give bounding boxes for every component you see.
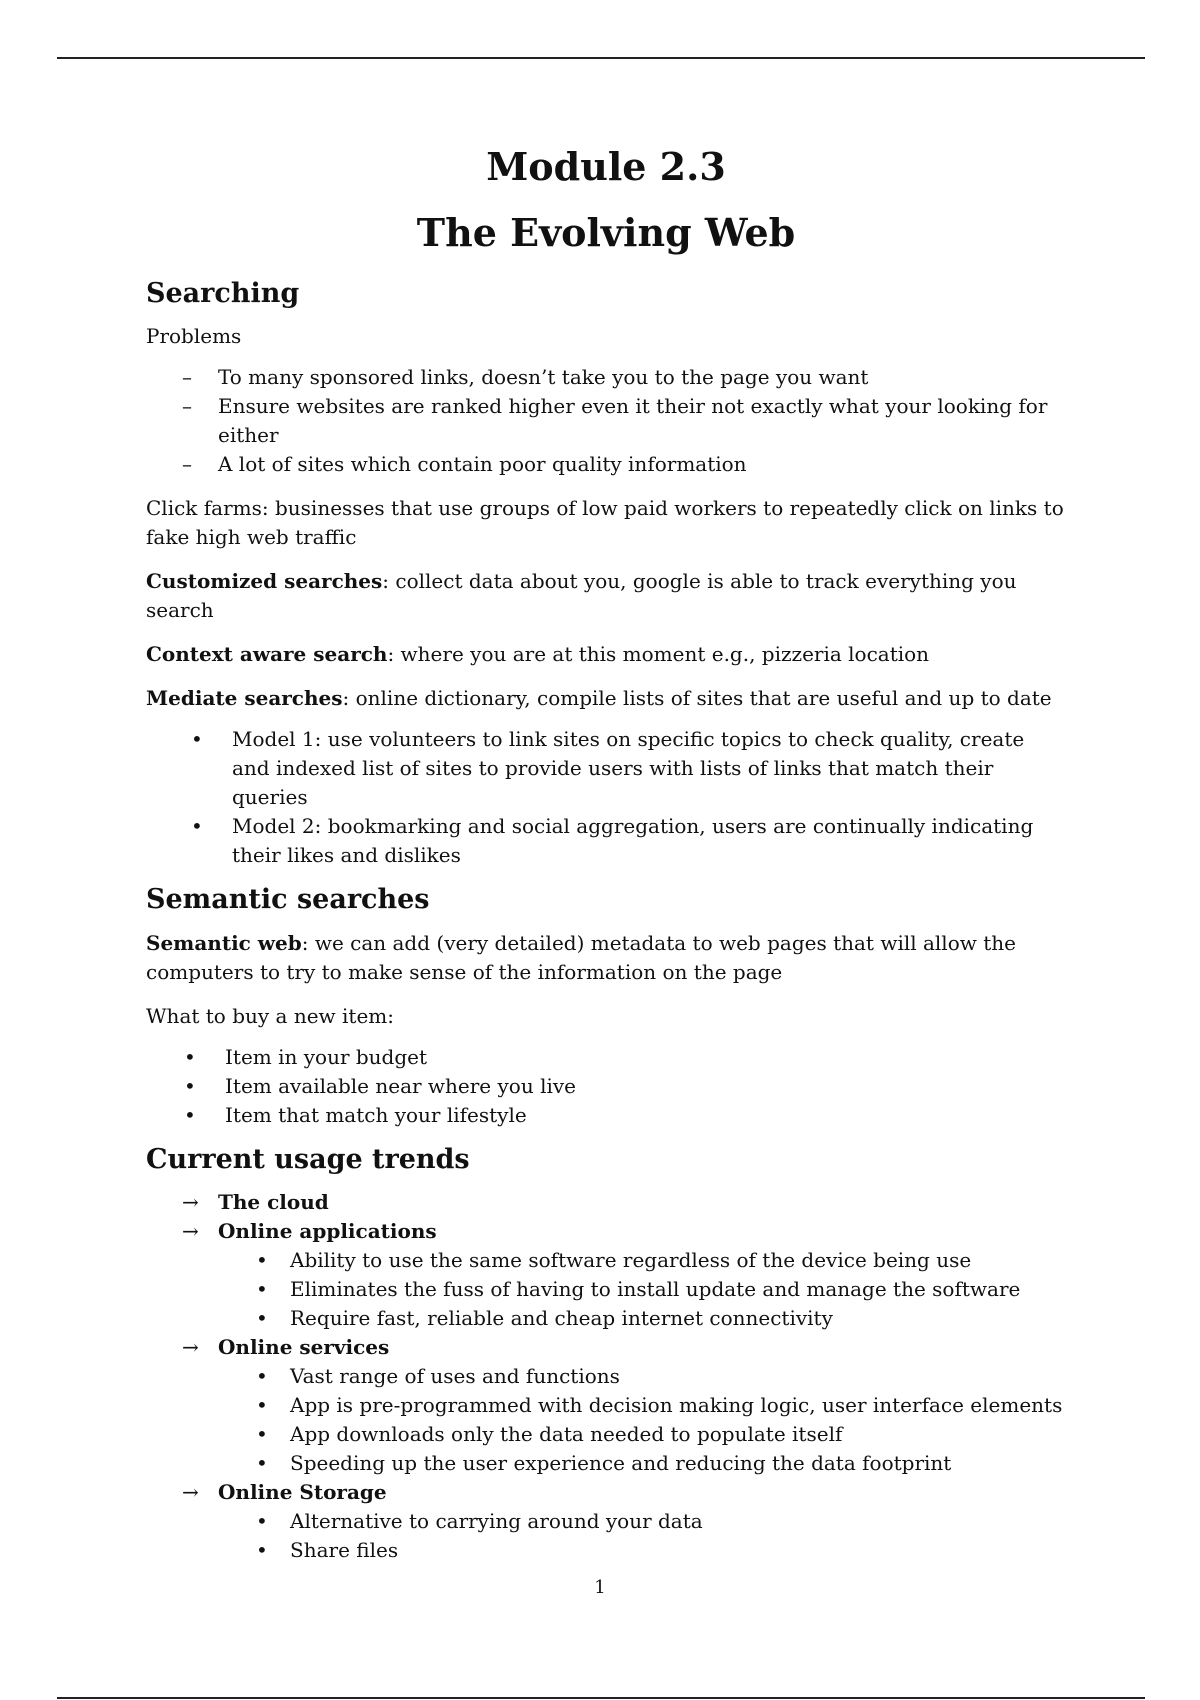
- list-item: • App downloads only the data needed to populate itself: [256, 1422, 843, 1447]
- arrow-icon: →: [182, 1219, 199, 1244]
- list-item: – A lot of sites which contain poor quality information: [182, 452, 747, 477]
- buy-label: What to buy a new item:: [146, 1003, 394, 1028]
- list-item: • Vast range of uses and functions: [256, 1364, 620, 1389]
- arrow-icon: →: [182, 1335, 199, 1360]
- list-item: • App is pre-programmed with decision making logic, user interface elements: [256, 1393, 1063, 1418]
- list-item: • Item that match your lifestyle: [184, 1102, 527, 1127]
- arrow-icon: →: [182, 1190, 199, 1215]
- bottom-rule: [57, 1697, 1145, 1699]
- list-item: • Eliminates the fuss of having to install update and manage the software: [256, 1277, 1021, 1302]
- list-item: • Model 1: use volunteers to link sites on specific topics to check quality, create and indexed list of sites to provide users with lists of links that match their queries: [191, 727, 1025, 810]
- trends-list: [146, 1188, 1066, 1565]
- mediate-searches-paragraph: Mediate searches: online dictionary, compile lists of sites that are useful and up to date: [146, 686, 1052, 711]
- buy-items-list: [146, 1043, 1066, 1130]
- heading-searching: Searching: [146, 278, 300, 309]
- heading-current-usage-trends: Current usage trends: [146, 1143, 470, 1175]
- models-list: [146, 725, 1066, 870]
- page-number: 1: [594, 1577, 606, 1598]
- trend-item-online-storage: → Online Storage • Alternative to carrying around your data • Share files: [146, 1478, 1066, 1565]
- list-item: – To many sponsored links, doesn’t take you to the page you want: [182, 365, 869, 390]
- list-item: • Ability to use the same software regardless of the device being use: [256, 1248, 972, 1273]
- semantic-web-paragraph: Semantic web: we can add (very detailed) metadata to web pages that will allow the computers to try to make sense of the information on the page: [146, 930, 1016, 984]
- list-item: • Require fast, reliable and cheap internet connectivity: [256, 1306, 833, 1331]
- click-farms-paragraph: Click farms: businesses that use groups of low paid workers to repeatedly click on links to fake high web traffic: [146, 496, 1064, 550]
- document-subtitle: The Evolving Web: [416, 210, 796, 255]
- trend-item-cloud: → The cloud: [146, 1188, 1066, 1217]
- trend-item-online-services: → Online services • Vast range of uses and functions • App is pre-programmed with decision making logic, user interface elements • App downloads only the data needed to populate itself • Speeding up the user experience and reducing the data footprint: [146, 1333, 1066, 1478]
- problems-list: [146, 363, 1066, 479]
- list-item: • Model 2: bookmarking and social aggregation, users are continually indicating their likes and dislikes: [191, 814, 1034, 868]
- document-title: Module 2.3: [486, 144, 726, 189]
- list-item: • Item in your budget: [184, 1044, 428, 1069]
- list-item: • Item available near where you live: [184, 1073, 577, 1098]
- list-item: • Alternative to carrying around your data: [256, 1509, 703, 1534]
- customized-searches-paragraph: Customized searches: collect data about you, google is able to track everything you search: [146, 569, 1017, 623]
- top-rule: [57, 57, 1145, 59]
- list-item: • Share files: [256, 1538, 399, 1563]
- document-body: [146, 140, 1066, 1565]
- list-item: • Speeding up the user experience and reducing the data footprint: [256, 1451, 952, 1476]
- list-item: – Ensure websites are ranked higher even it their not exactly what your looking for either: [182, 394, 1048, 448]
- context-search-paragraph: Context aware search: where you are at this moment e.g., pizzeria location: [146, 642, 930, 667]
- arrow-icon: →: [182, 1480, 199, 1505]
- heading-semantic-searches: Semantic searches: [146, 884, 430, 916]
- trend-item-online-applications: → Online applications • Ability to use the same software regardless of the device being use • Eliminates the fuss of having to install update and manage the software • Require fast, reliable and cheap internet connectivity: [146, 1217, 1066, 1333]
- problems-label: Problems: [146, 324, 242, 349]
